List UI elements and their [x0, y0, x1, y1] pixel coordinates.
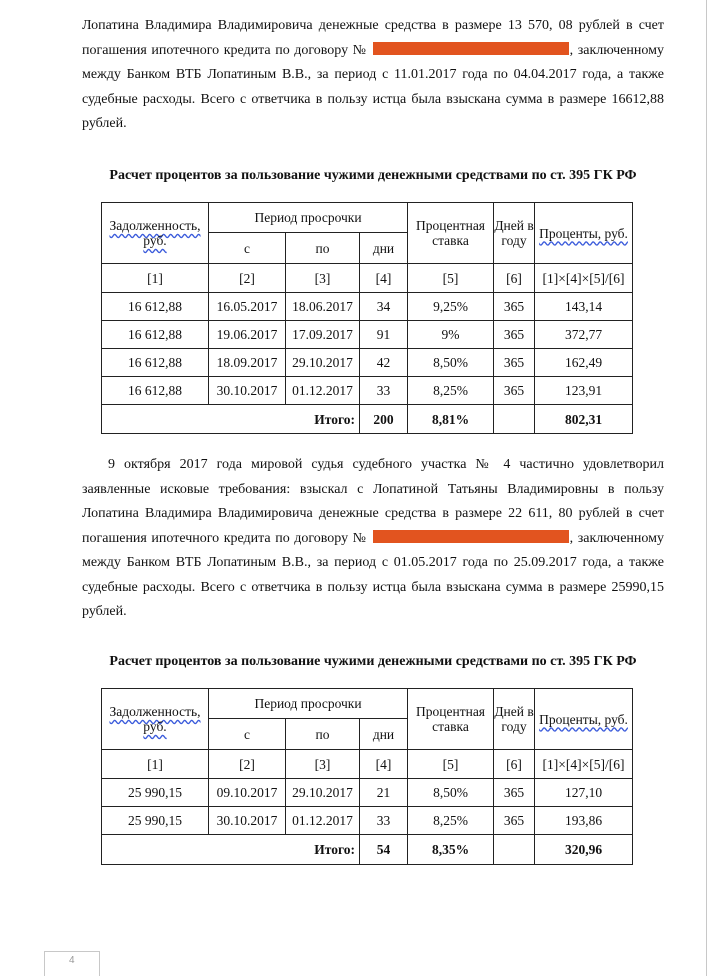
cell-year: 365: [494, 293, 535, 321]
cell-to: 17.09.2017: [286, 321, 360, 349]
table-row: [102, 349, 633, 377]
total-row: [102, 405, 633, 434]
cell-days: 42: [360, 349, 408, 377]
cell-days: 33: [360, 377, 408, 405]
table-row: [102, 321, 633, 349]
cell-to: 29.10.2017: [286, 349, 360, 377]
header-period: Период просрочки: [209, 203, 408, 233]
header-rate: Процентная ставка: [408, 203, 494, 264]
column-number-row: [102, 750, 633, 779]
cell-year: 365: [494, 321, 535, 349]
total-empty: [494, 835, 535, 865]
total-rate: 8,35%: [408, 835, 494, 865]
col-num: [4]: [360, 750, 408, 779]
total-row: [102, 835, 633, 865]
col-num: [2]: [209, 264, 286, 293]
col-num: [1]: [102, 264, 209, 293]
table-row: [102, 293, 633, 321]
table-2-heading: Расчет процентов за пользование чужими денежными средствами по ст. 395 ГК РФ: [109, 654, 637, 669]
col-formula: [1]×[4]×[5]/[6]: [535, 750, 633, 779]
col-num: [6]: [494, 264, 535, 293]
paragraph-1: [82, 14, 664, 137]
col-formula: [1]×[4]×[5]/[6]: [535, 264, 633, 293]
cell-rate: 8,50%: [408, 349, 494, 377]
header-from: с: [209, 719, 286, 750]
header-interest: Проценты, руб.: [535, 689, 633, 750]
col-num: [4]: [360, 264, 408, 293]
column-number-row: [102, 264, 633, 293]
paragraph-line: Лопатина Владимира Владимировича денежные средства в размере 13 570, 08 рублей в счет: [82, 18, 664, 33]
col-num: [3]: [286, 750, 360, 779]
header-days: дни: [360, 719, 408, 750]
paragraph-line: Лопатина Владимира Владимировича денежные средства в размере 22 611, 80 рублей в счет: [82, 506, 664, 521]
cell-interest: 127,10: [535, 779, 633, 807]
cell-days: 21: [360, 779, 408, 807]
total-label: Итого:: [102, 835, 360, 865]
col-num: [2]: [209, 750, 286, 779]
header-debt: Задолженность, руб.: [102, 203, 209, 264]
cell-to: 01.12.2017: [286, 807, 360, 835]
cell-year: 365: [494, 779, 535, 807]
col-num: [5]: [408, 750, 494, 779]
cell-debt: 25 990,15: [102, 807, 209, 835]
total-rate: 8,81%: [408, 405, 494, 434]
paragraph-line: судебные расходы. Всего с ответчика в пользу истца была взыскана сумма в размере 16612,88: [82, 91, 664, 107]
paragraph-line: заявленные исковые требования: взыскал с Лопатиной Татьяны Владимировны в пользу: [82, 481, 664, 497]
paragraph-line: погашения ипотечного кредита по договору № , заключенному: [82, 42, 664, 58]
header-from: с: [209, 233, 286, 264]
cell-days: 34: [360, 293, 408, 321]
header-interest: Проценты, руб.: [535, 203, 633, 264]
header-period: Период просрочки: [209, 689, 408, 719]
col-num: [3]: [286, 264, 360, 293]
cell-debt: 25 990,15: [102, 779, 209, 807]
cell-rate: 9,25%: [408, 293, 494, 321]
paragraph-line: рублей.: [82, 604, 127, 619]
cell-interest: 372,77: [535, 321, 633, 349]
total-empty: [494, 405, 535, 434]
cell-debt: 16 612,88: [102, 293, 209, 321]
total-days: 54: [360, 835, 408, 865]
header-days: дни: [360, 233, 408, 264]
cell-year: 365: [494, 377, 535, 405]
paragraph-line: между Банком ВТБ Лопатиным В.В., за период с 01.05.2017 года по 25.09.2017 года, а также: [82, 555, 664, 570]
cell-rate: 8,25%: [408, 807, 494, 835]
cell-to: 29.10.2017: [286, 779, 360, 807]
cell-debt: 16 612,88: [102, 321, 209, 349]
cell-rate: 9%: [408, 321, 494, 349]
cell-year: 365: [494, 349, 535, 377]
paragraph-line: судебные расходы. Всего с ответчика в пользу истца была взыскана сумма в размере 25990,15: [82, 579, 664, 595]
cell-from: 19.06.2017: [209, 321, 286, 349]
total-interest: 320,96: [535, 835, 633, 865]
table-row: [102, 779, 633, 807]
paragraph-line: погашения ипотечного кредита по договору № , заключенному: [82, 530, 664, 546]
cell-from: 16.05.2017: [209, 293, 286, 321]
total-label: Итого:: [102, 405, 360, 434]
cell-from: 18.09.2017: [209, 349, 286, 377]
cell-from: 30.10.2017: [209, 377, 286, 405]
cell-year: 365: [494, 807, 535, 835]
redaction-bar: [373, 530, 569, 543]
paragraph-line: 9 октября 2017 года мировой судья судебного участка № 4 частично удовлетворил: [108, 457, 664, 472]
cell-from: 30.10.2017: [209, 807, 286, 835]
col-num: [6]: [494, 750, 535, 779]
cell-rate: 8,25%: [408, 377, 494, 405]
table-row: [102, 807, 633, 835]
header-rate: Процентная ставка: [408, 689, 494, 750]
cell-interest: 193,86: [535, 807, 633, 835]
paragraph-2: [82, 453, 664, 625]
page-number: 4: [44, 951, 100, 976]
header-days-year: Дней в году: [494, 203, 535, 264]
col-num: [1]: [102, 750, 209, 779]
header-to: по: [286, 233, 360, 264]
table-1-heading: Расчет процентов за пользование чужими денежными средствами по ст. 395 ГК РФ: [109, 168, 637, 183]
total-interest: 802,31: [535, 405, 633, 434]
cell-to: 01.12.2017: [286, 377, 360, 405]
cell-debt: 16 612,88: [102, 377, 209, 405]
table-row: [102, 377, 633, 405]
cell-interest: 143,14: [535, 293, 633, 321]
paragraph-line: между Банком ВТБ Лопатиным В.В., за период с 11.01.2017 года по 04.04.2017 года, а также: [82, 67, 664, 82]
cell-to: 18.06.2017: [286, 293, 360, 321]
paragraph-line: рублей.: [82, 116, 127, 131]
cell-debt: 16 612,88: [102, 349, 209, 377]
total-days: 200: [360, 405, 408, 434]
header-days-year: Дней в году: [494, 689, 535, 750]
cell-days: 33: [360, 807, 408, 835]
interest-table-1: [101, 202, 633, 434]
cell-from: 09.10.2017: [209, 779, 286, 807]
cell-rate: 8,50%: [408, 779, 494, 807]
cell-interest: 162,49: [535, 349, 633, 377]
redaction-bar: [373, 42, 569, 55]
cell-interest: 123,91: [535, 377, 633, 405]
header-debt: Задолженность, руб.: [102, 689, 209, 750]
col-num: [5]: [408, 264, 494, 293]
header-to: по: [286, 719, 360, 750]
interest-table-2: [101, 688, 633, 865]
cell-days: 91: [360, 321, 408, 349]
